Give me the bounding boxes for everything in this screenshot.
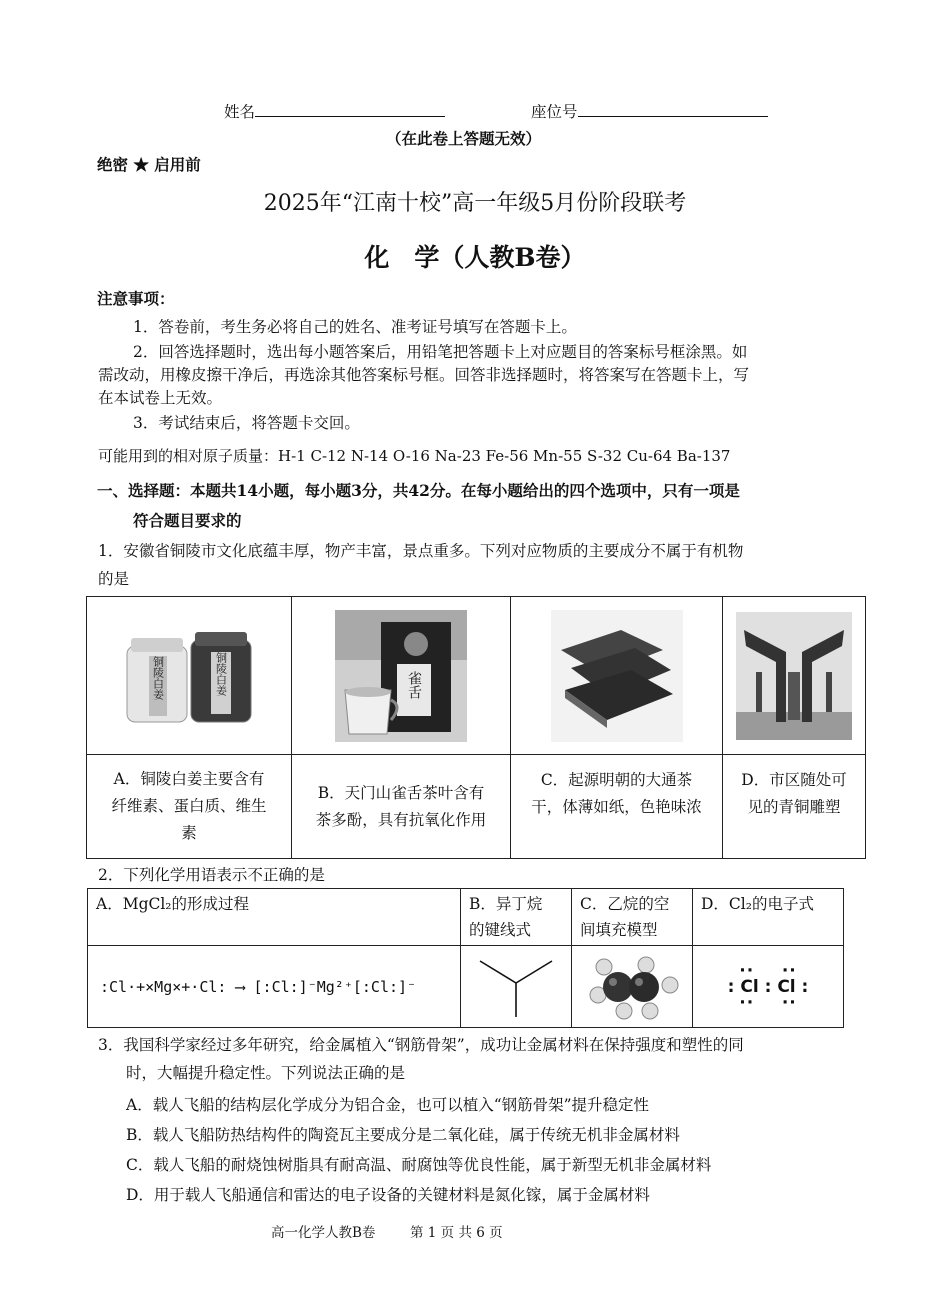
q1-option-a-line-3: 素 — [181, 824, 197, 842]
q3-option-c: C．载人飞船的耐烧蚀树脂具有耐高温、耐腐蚀等优良性能，属于新型无机非金属材料 — [126, 1156, 712, 1174]
mgcl2-product: [:Cl:]⁻Mg²⁺[:Cl:]⁻ — [253, 977, 417, 996]
cl2-bottom-dots: ·· ·· — [739, 992, 797, 1013]
q2-option-d-head — [693, 889, 844, 946]
notes-heading: 注意事项： — [97, 289, 175, 308]
q1-option-d-line-1: D．市区随处可 — [741, 771, 847, 789]
footer — [271, 1223, 503, 1243]
note-item-3: 3．考试结束后，将答题卡交回。 — [133, 414, 360, 432]
q1-option-c-line-2: 干，体薄如纸，色艳味浓 — [531, 798, 702, 816]
jar-label-1: 铜陵白姜 — [151, 655, 165, 700]
queshe-tea-image — [335, 610, 467, 742]
q1-option-d — [723, 755, 866, 859]
q1-option-d-line-2: 见的青铜雕塑 — [747, 798, 841, 816]
note-item-2-line-1: 2．回答选择题时，选出每小题答案后，用铅笔把答题卡上对应题目的答案标号框涂黑。如 — [133, 343, 748, 361]
q3-stem-line-1: 3．我国科学家经过多年研究，给金属植入“钢筋骨架”，成功让金属材料在保持强度和塑性的同 — [98, 1036, 744, 1054]
q1-option-a — [87, 755, 292, 859]
q1-option-a-line-2: 纤维素、蛋白质、维生 — [111, 797, 267, 815]
q2-option-b-line-1: B．异丁烷 — [469, 895, 543, 913]
q2-option-c-line-2: 间填充模型 — [580, 921, 658, 939]
exam-title: 2025年“江南十校”高一年级5月份阶段联考 — [263, 191, 687, 216]
seat-field — [531, 100, 768, 123]
bronze-sculpture-image — [736, 612, 852, 740]
q1-option-b — [292, 755, 511, 859]
jar-label-2: 铜陵白姜 — [214, 651, 228, 696]
q2-options-table — [87, 888, 844, 1028]
seat-label: 座位号 — [531, 103, 578, 121]
q2-option-b-line-2: 的键线式 — [469, 921, 532, 939]
q2-stem: 2．下列化学用语表示不正确的是 — [98, 866, 325, 884]
name-field — [224, 100, 445, 123]
note-item-1: 1．答卷前，考生务必将自己的姓名、准考证号填写在答题卡上。 — [133, 318, 577, 336]
section1-line-1: 一、选择题：本题共14小题，每小题3分，共42分。在每小题给出的四个选项中，只有一项是 — [97, 481, 740, 500]
reaction-arrow: ⟶ — [235, 977, 245, 996]
section1-line-2: 符合题目要求的 — [133, 511, 242, 530]
q2-option-a-label: A．MgCl₂的形成过程 — [96, 895, 250, 913]
q1-option-b-line-2: 茶多酚，具有抗氧化作用 — [315, 810, 487, 829]
q2-option-c-head — [572, 889, 693, 946]
invalid-note: （在此卷上答题无效） — [386, 129, 542, 148]
q3-stem-line-2: 时，大幅提升稳定性。下列说法正确的是 — [126, 1064, 406, 1082]
q2-option-c-line-1: C．乙烷的空 — [580, 895, 670, 913]
q1-option-b-line-1: B．天门山雀舌茶叶含有 — [317, 783, 485, 802]
q2-option-b-head — [461, 889, 572, 946]
atomic-masses: 可能用到的相对原子质量：H-1 C-12 N-14 O-16 Na-23 Fe-56 Mn-55 S-32 Cu-64 Ba-137 — [98, 447, 731, 465]
q3-option-a: A．载人飞船的结构层化学成分为铝合金，也可以植入“钢筋骨架”提升稳定性 — [126, 1096, 650, 1114]
name-label: 姓名 — [224, 103, 256, 121]
secret-label: 绝密 ★ 启用前 — [97, 155, 201, 174]
cl2-top-dots: ·· ·· — [739, 960, 797, 981]
q2-option-c-figure — [572, 946, 693, 1028]
note-item-2-line-3: 在本试卷上无效。 — [98, 389, 223, 407]
mgcl2-formation — [88, 978, 460, 996]
q3-option-b: B．载人飞船防热结构件的陶瓷瓦主要成分是二氧化硅，属于传统无机非金属材料 — [126, 1126, 680, 1144]
ginger-jars-image — [119, 626, 259, 726]
q2-option-a-head — [88, 889, 461, 946]
mgcl2-reactants: :Cl·+×Mg×+·Cl: — [100, 977, 227, 996]
footer-course: 高一化学人教B卷 — [271, 1225, 376, 1241]
q2-option-d-figure — [693, 946, 844, 1028]
q3-option-d: D．用于载人飞船通信和雷达的电子设备的关键材料是氮化镓，属于金属材料 — [126, 1186, 650, 1204]
ethane-space-filling-model — [584, 951, 680, 1023]
q1-image-cell-d — [723, 597, 866, 755]
q1-stem-line-2: 的是 — [98, 570, 130, 588]
isobutane-skeletal-formula — [476, 955, 556, 1019]
seat-blank — [578, 100, 768, 117]
q1-options-table — [86, 596, 866, 859]
q1-option-c — [511, 755, 723, 859]
q1-image-cell-b — [292, 597, 511, 755]
cl2-symbols: Cl : Cl — [740, 976, 796, 997]
cl2-electron-formula — [693, 960, 843, 1013]
q2-option-a-figure — [88, 946, 461, 1028]
subject-title: 化 学（人教B卷） — [364, 243, 586, 272]
tea-label: 雀舌 — [406, 670, 422, 699]
cl2-dot-formula: : Cl : Cl : — [727, 976, 809, 997]
q1-stem-line-1: 1．安徽省铜陵市文化底蕴丰厚，物产丰富，景点重多。下列对应物质的主要成分不属于有机物 — [98, 542, 744, 560]
q1-option-c-line-1: C．起源明朝的大通茶 — [540, 771, 693, 789]
q1-image-cell-a — [87, 597, 292, 755]
q1-option-a-line-1: A．铜陵白姜主要含有 — [113, 770, 265, 788]
q1-image-cell-c — [511, 597, 723, 755]
q2-option-d-label: D．Cl₂的电子式 — [701, 895, 814, 913]
note-item-2-line-2: 需改动，用橡皮擦干净后，再选涂其他答案标号框。回答非选择题时，将答案写在答题卡上，写 — [98, 366, 750, 384]
footer-page: 第 1 页 共 6 页 — [410, 1225, 503, 1241]
name-blank — [255, 100, 445, 117]
q2-option-b-figure — [461, 946, 572, 1028]
dried-tofu-image — [551, 610, 683, 742]
